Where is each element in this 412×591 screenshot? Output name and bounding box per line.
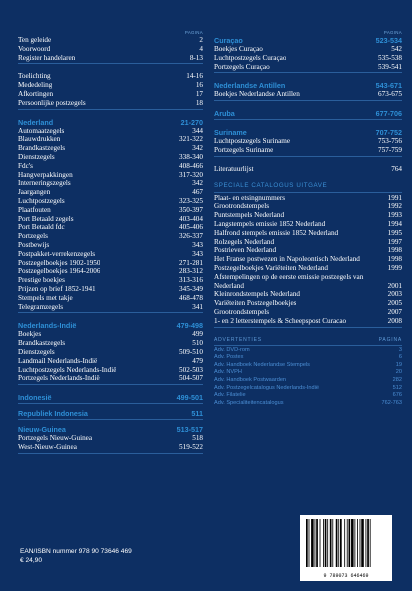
toc-entry-label: Interneringszegels — [18, 179, 71, 188]
toc-entry-page: 323-325 — [179, 196, 203, 205]
advert-entry — [214, 362, 402, 370]
toc-entry-page: 345-349 — [179, 284, 203, 293]
toc-entry — [214, 246, 402, 255]
toc-entry — [18, 36, 203, 45]
toc-entry — [18, 144, 203, 153]
toc-entry-label: Het Franse postwezen in Napoleontisch Nederland — [214, 255, 360, 264]
toc-entry-page: 405-406 — [179, 223, 203, 232]
toc-entry — [214, 202, 402, 211]
toc-entry-label: Portzegels Nieuw-Guinea — [18, 434, 93, 443]
toc-entry-label: Rolzegels Nederland — [214, 237, 275, 246]
toc-entry-page: 2003 — [387, 290, 402, 299]
toc-entry — [18, 188, 203, 197]
toc-entry-page: 403-404 — [179, 214, 203, 223]
toc-entry-label: Port Betaald zegels — [18, 214, 74, 223]
toc-entry-page: 468-478 — [179, 293, 203, 302]
toc-entry-label: Prijzen op brief 1852-1941 — [18, 284, 96, 293]
toc-entry — [18, 357, 203, 366]
toc-entry — [18, 241, 203, 250]
advertenties-heading: ADVERTENTIES PAGINA — [214, 336, 402, 343]
toc-entry — [18, 366, 203, 375]
toc-entry-label: Halfrond stempels emissie 1852 Nederland — [214, 228, 339, 237]
toc-entry-label: Hangverpakkingen — [18, 170, 73, 179]
table-of-contents — [18, 30, 402, 550]
toc-entry — [214, 290, 402, 299]
toc-entry-page: 1991 — [387, 193, 402, 202]
pagina-label-right: PAGINA — [383, 30, 402, 35]
price-text: € 24,90 — [20, 557, 42, 564]
section-antillen-heading: Nederlandse Antillen 543-671 — [214, 81, 402, 91]
toc-entry-label: 1- en 2 letterstempels & Scheepspost Curacao — [214, 316, 347, 325]
advert-entry-page: 512 — [392, 384, 402, 391]
toc-entry-label: Dienstzegels — [18, 347, 55, 356]
toc-entry — [18, 81, 203, 90]
toc-entry-label: Plaatfouten — [18, 205, 51, 214]
advert-entry — [214, 400, 402, 408]
toc-entry-page: 321-322 — [179, 135, 203, 144]
toc-entry-page: 4 — [199, 44, 203, 53]
toc-entry-page: 1999 — [387, 263, 402, 272]
toc-entry — [18, 374, 203, 383]
toc-entry-label: Port Betaald fdc — [18, 223, 65, 232]
toc-entry-label: Brandkastzegels — [18, 144, 66, 153]
toc-entry-page: 1993 — [387, 211, 402, 220]
isbn-text: EAN/ISBN nummer 978 90 73646 469 — [20, 548, 132, 555]
advert-entry-page: 762-763 — [381, 399, 402, 406]
toc-entry-page: 17 — [195, 89, 203, 98]
toc-entry — [214, 63, 402, 72]
toc-entry-label: Postpakket-verrekenzegels — [18, 249, 96, 258]
toc-entry — [18, 443, 203, 452]
toc-entry-label: Postbewijs — [18, 240, 50, 249]
toc-entry-page: 343 — [192, 249, 203, 258]
toc-entry-label: Grootrondstempels — [214, 202, 270, 211]
toc-entry-page: 8-13 — [189, 53, 203, 62]
section-suriname-heading: Suriname 707-752 — [214, 128, 402, 138]
toc-entry — [18, 179, 203, 188]
toc-left-column — [18, 30, 203, 455]
toc-entry-page: 510 — [192, 339, 203, 348]
toc-entry-page: 504-507 — [179, 374, 203, 383]
advert-entry-page: 19 — [395, 361, 402, 368]
toc-entry-page: 1998 — [387, 255, 402, 264]
toc-entry — [18, 276, 203, 285]
toc-entry-label: Langstempels emissie 1852 Nederland — [214, 219, 326, 228]
advert-entry-label: Adv. Filatelie — [214, 392, 246, 399]
advert-entry-label: Adv. Handboek Nederlandse Stempels — [214, 361, 310, 368]
toc-entry — [214, 211, 402, 220]
toc-entry — [18, 285, 203, 294]
toc-entry-label: Automaatzegels — [18, 126, 65, 135]
toc-entry — [214, 317, 402, 326]
section-aruba-heading: Aruba 677-706 — [214, 109, 402, 119]
toc-entry-page: 2 — [199, 36, 203, 44]
advert-entry-label: Adv. DVD-rom — [214, 346, 250, 353]
barcode — [300, 515, 392, 581]
advert-entry-page: 282 — [392, 376, 402, 383]
toc-entry-label: Postrieven Nederland — [214, 246, 277, 255]
toc-entry — [18, 259, 203, 268]
toc-entry-label: Mededeling — [18, 81, 53, 90]
toc-entry — [18, 135, 203, 144]
toc-entry — [18, 267, 203, 276]
section-indonesie-heading: Indonesië 499-501 — [18, 393, 203, 403]
toc-entry — [18, 162, 203, 171]
section-nieuw-guinea-heading: Nieuw-Guinea 513-517 — [18, 425, 203, 435]
toc-entry-page: 342 — [192, 144, 203, 153]
toc-entry-label: Boekjes — [18, 330, 42, 339]
toc-entry — [214, 220, 402, 229]
toc-entry-label: Afkortingen — [18, 89, 54, 98]
toc-entry-page: 16 — [195, 81, 203, 90]
toc-entry-page: 467 — [192, 188, 203, 197]
advert-entry — [214, 369, 402, 377]
toc-entry-label: Landmail Nederlands-Indië — [18, 356, 98, 365]
toc-entry-label: Brandkastzegels — [18, 339, 66, 348]
toc-entry-page: 341 — [192, 302, 203, 311]
advert-entry — [214, 347, 402, 355]
toc-right-column — [214, 30, 402, 407]
toc-entry-label: Grootrondstempels — [214, 307, 270, 316]
toc-entry — [214, 229, 402, 238]
toc-entry-page: 502-503 — [179, 365, 203, 374]
advert-entry-page: 676 — [392, 392, 402, 399]
advert-entry-label: Adv. Specialiteitencatalogus — [214, 399, 284, 406]
speciale-catalogus-heading: SPECIALE CATALOGUS UITGAVE — [214, 181, 328, 189]
toc-entry-page: 535-538 — [378, 53, 402, 62]
toc-entry-page: 350-397 — [179, 205, 203, 214]
toc-entry — [18, 215, 203, 224]
toc-entry-page: 499 — [192, 330, 203, 339]
advert-entry-label: Adv. Postzegelcatalogus Nederlands-Indië — [214, 384, 319, 391]
toc-entry-page: 313-316 — [179, 276, 203, 285]
toc-entry-label: Fdc's — [18, 161, 33, 170]
advert-entry-page: 20 — [395, 369, 402, 376]
advert-entry — [214, 392, 402, 400]
toc-entry-page: 673-675 — [378, 90, 402, 99]
toc-entry-page: 14-16 — [186, 72, 203, 81]
footer-info — [20, 547, 132, 565]
advert-entry — [214, 385, 402, 393]
toc-entry-label: Puntstempels Nederland — [214, 211, 285, 220]
toc-entry-label: Plaat- en etsingnummers — [214, 193, 286, 202]
toc-entry-label: Afstempelingen op de eerste emissie postzegels van Nederland — [214, 272, 364, 290]
toc-entry — [214, 238, 402, 247]
barcode-bars — [300, 515, 392, 571]
barcode-number: 9 789073 646469 — [323, 573, 369, 579]
toc-entry — [18, 54, 203, 63]
toc-entry-page: 1994 — [387, 219, 402, 228]
toc-entry-page: 408-466 — [179, 161, 203, 170]
toc-entry — [18, 197, 203, 206]
toc-entry-page: 1992 — [387, 202, 402, 211]
toc-entry-page: 342 — [192, 179, 203, 188]
toc-entry-label: Toelichting — [18, 72, 51, 81]
advert-entry — [214, 354, 402, 362]
toc-entry-label: Ten geleide — [18, 36, 52, 44]
section-nederland-heading: Nederland 21-270 — [18, 117, 203, 127]
toc-entry — [214, 194, 402, 203]
toc-entry — [18, 171, 203, 180]
toc-entry — [18, 206, 203, 215]
toc-entry — [18, 330, 203, 339]
section-ned-indie-heading: Nederlands-Indië 479-498 — [18, 321, 203, 331]
toc-entry-label: Persoonlijke postzegels — [18, 98, 86, 107]
toc-entry — [18, 90, 203, 99]
toc-entry-page: 2007 — [387, 307, 402, 316]
toc-entry-label: Postzegelboekjes Variëteiten Nederland — [214, 263, 329, 272]
toc-entry-label: Boekjes Curaçao — [214, 45, 263, 53]
toc-entry-page: 539-541 — [378, 62, 402, 71]
pagina-label: PAGINA — [184, 30, 203, 35]
toc-entry-page: 344 — [192, 126, 203, 135]
toc-entry — [214, 255, 402, 264]
toc-entry — [18, 127, 203, 136]
toc-entry-page: 338-340 — [179, 152, 203, 161]
toc-entry-label: Portzegels Nederlands-Indië — [18, 374, 100, 383]
advert-entry-label: Adv. NVPH — [214, 369, 242, 376]
toc-entry — [214, 45, 402, 54]
advert-entry-label: Adv. Handboek Postwaarden — [214, 376, 287, 383]
toc-entry — [18, 348, 203, 357]
toc-entry-label: Portzegels — [18, 232, 48, 241]
toc-entry — [214, 308, 402, 317]
toc-entry-page: 317-320 — [179, 170, 203, 179]
toc-entry — [18, 153, 203, 162]
toc-entry — [214, 273, 402, 291]
toc-entry-page: 326-337 — [179, 232, 203, 241]
toc-entry-label: Kleinrondstempels Nederland — [214, 290, 301, 299]
toc-entry — [18, 99, 203, 108]
toc-entry-label: Register handelaren — [18, 53, 76, 62]
toc-entry — [18, 294, 203, 303]
toc-entry-label: Postzegelboekjes 1902-1950 — [18, 258, 101, 267]
toc-entry — [214, 264, 402, 273]
toc-entry — [214, 146, 402, 155]
toc-entry-page: 1995 — [387, 228, 402, 237]
toc-entry-label: Postzegelboekjes 1964-2006 — [18, 267, 101, 276]
advert-entry-page: 3 — [398, 346, 402, 353]
toc-entry-label: Stempels met takje — [18, 293, 73, 302]
toc-entry — [18, 72, 203, 81]
toc-entry-page: 2005 — [387, 299, 402, 308]
toc-entry-label: Portzegels Curaçao — [214, 62, 270, 71]
toc-entry-page: 283-312 — [179, 267, 203, 276]
section-rep-indonesia-heading: Republiek Indonesia 511 — [18, 409, 203, 419]
toc-entry-page: 2008 — [387, 316, 402, 325]
advert-entry — [214, 377, 402, 385]
toc-entry — [214, 54, 402, 63]
toc-entry-label: West-Nieuw-Guinea — [18, 442, 77, 451]
toc-entry-page: 18 — [195, 98, 203, 107]
toc-entry — [18, 223, 203, 232]
toc-entry-label: Boekjes Nederlandse Antillen — [214, 90, 300, 99]
toc-entry — [18, 250, 203, 259]
section-curacao-heading: Curaçao 523-534 — [214, 36, 402, 45]
toc-entry-page: 479 — [192, 356, 203, 365]
toc-entry-label: Prestige boekjes — [18, 276, 65, 285]
toc-entry-page: 518 — [192, 434, 203, 443]
toc-entry-page: 2001 — [387, 281, 402, 290]
toc-entry-page: 542 — [391, 45, 402, 53]
toc-entry — [18, 45, 203, 54]
toc-entry-page: 519-522 — [179, 442, 203, 451]
toc-entry-page: 753-756 — [378, 137, 402, 146]
toc-entry-label: Luchtpostzegels Curaçao — [214, 53, 287, 62]
toc-entry — [18, 434, 203, 443]
toc-entry — [214, 299, 402, 308]
toc-entry-label: Portzegels Suriname — [214, 145, 274, 154]
toc-entry-label: Dienstzegels — [18, 152, 55, 161]
toc-entry-label: Voorwoord — [18, 44, 51, 53]
toc-entry-page: 1998 — [387, 246, 402, 255]
toc-entry-label: Blauwdrukken — [18, 135, 61, 144]
toc-entry-label: Luchtpostzegels Suriname — [214, 137, 291, 146]
toc-entry — [18, 303, 203, 312]
toc-entry — [214, 90, 402, 99]
advert-entry-label: Adv. Postex — [214, 354, 244, 361]
toc-entry-page: 1997 — [387, 237, 402, 246]
toc-entry-page: 271-281 — [179, 258, 203, 267]
toc-entry-page: 509-510 — [179, 347, 203, 356]
toc-entry-page: 757-759 — [378, 145, 402, 154]
toc-entry-label: Variëteiten Postzegelboekjes — [214, 299, 297, 308]
toc-entry-label: Jaargangen — [18, 188, 51, 197]
toc-entry-label: Telegramzegels — [18, 302, 63, 311]
toc-entry — [18, 339, 203, 348]
toc-entry-label: Luchtpostzegels Nederlands-Indië — [18, 365, 117, 374]
literatuur-row: Literatuurlijst 764 — [214, 164, 402, 173]
advert-entry-page: 6 — [398, 354, 402, 361]
toc-entry-label: Luchtpostzegels — [18, 196, 65, 205]
toc-entry — [214, 137, 402, 146]
toc-entry-page: 343 — [192, 240, 203, 249]
toc-entry — [18, 232, 203, 241]
